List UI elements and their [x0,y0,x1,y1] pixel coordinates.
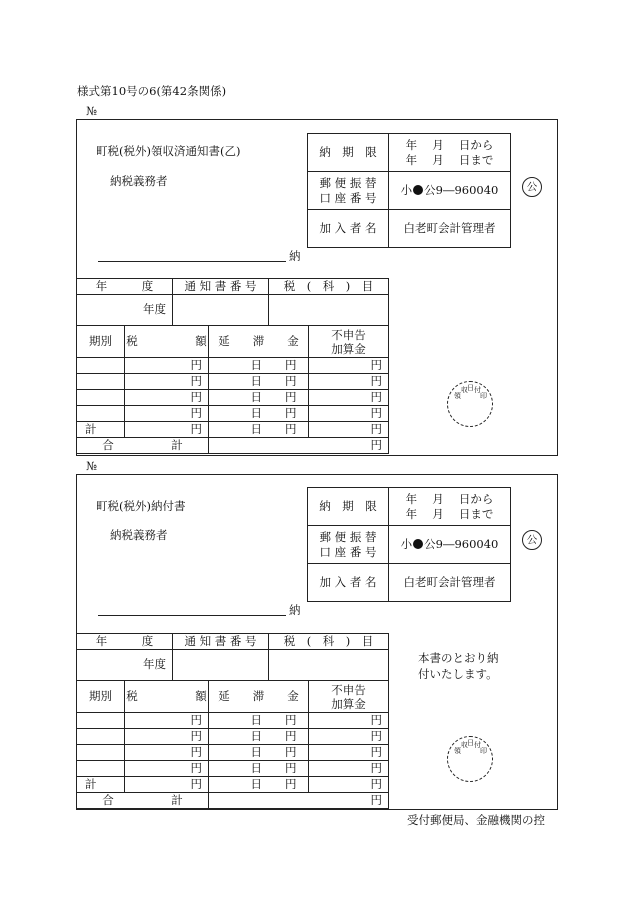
deadline-dates: 年 月 日から 年 月 日まで [389,488,511,526]
table-row: 円 日 円 円 [77,358,389,374]
number-label: № [86,104,97,118]
total-row: 計 円 日 円 円 [77,422,389,438]
table-row: 円 日 円 円 [77,374,389,390]
footer-copy-label: 受付郵便局、金融機関の控 [407,813,545,827]
form-title: 様式第10号の6(第42条関係) [77,84,227,98]
payment-slip-title: 町税(税外)納付書 [96,499,186,513]
deadline-label: 納 期 限 [308,134,389,172]
postmark-circle-icon: 領 収 日 付 印 [447,381,493,427]
account-number: 小 公9―960040 [389,526,511,564]
tax-detail-table: 年 度 通 知 書 番 号 税 ( 科 ) 目 年度 期別 税 額 延 滞 金 不申告 加算金 円 日 円 円 円 日 円 円 円 日 円 円 円 日 円 円 計 円 日 円 円 合 計 円 [76,633,389,809]
payment-note-line1: 本書のとおり納 [418,651,499,665]
bullet-icon [413,185,423,195]
deadline-dates: 年 月 日から 年 月 日まで [389,134,511,172]
table-row: 円 日 円 円 [77,761,389,777]
total-row: 計 円 日 円 円 [77,777,389,793]
taxpayer-label: 納税義務者 [110,528,168,542]
subscriber-name: 白老町会計管理者 [389,564,511,602]
account-number: 小 公9―960040 [389,172,511,210]
table-row: 円 日 円 円 [77,713,389,729]
deadline-label: 納 期 限 [308,488,389,526]
name-underline [98,615,286,616]
table-row: 円 日 円 円 [77,406,389,422]
payment-info-table [307,133,511,248]
grand-total-row: 合 計 円 [77,438,389,454]
payment-note-line2: 付いたします。 [418,667,498,681]
account-label: 郵 便 振 替 口 座 番 号 [308,172,389,210]
payment-suffix: 納 [289,603,301,617]
table-row: 円 日 円 円 [77,745,389,761]
subscriber-name: 白老町会計管理者 [389,210,511,248]
payment-info-table [307,487,511,602]
account-label: 郵 便 振 替 口 座 番 号 [308,526,389,564]
ko-seal-icon: 公 [522,528,542,550]
table-row: 円 日 円 円 [77,390,389,406]
subscriber-label: 加 入 者 名 [308,564,389,602]
tax-detail-table: 年 度 通 知 書 番 号 税 ( 科 ) 目 年度 期別 税 額 延 滞 金 不申告 加算金 円 日 円 円 円 日 円 円 円 日 円 円 円 日 円 円 計 円 日 円 円 合 計 円 [76,278,389,454]
taxpayer-label: 納税義務者 [110,174,168,188]
bullet-icon [413,539,423,549]
name-underline [98,261,286,262]
postmark-circle-icon: 領 収 日 付 印 [447,736,493,782]
table-row: 円 日 円 円 [77,729,389,745]
payment-suffix: 納 [289,249,301,263]
grand-total-row: 合 計 円 [77,793,389,809]
subscriber-label: 加 入 者 名 [308,210,389,248]
receipt-notice-title: 町税(税外)領収済通知書(乙) [96,144,241,158]
ko-seal-icon: 公 [522,175,542,197]
number-label: № [86,459,97,473]
